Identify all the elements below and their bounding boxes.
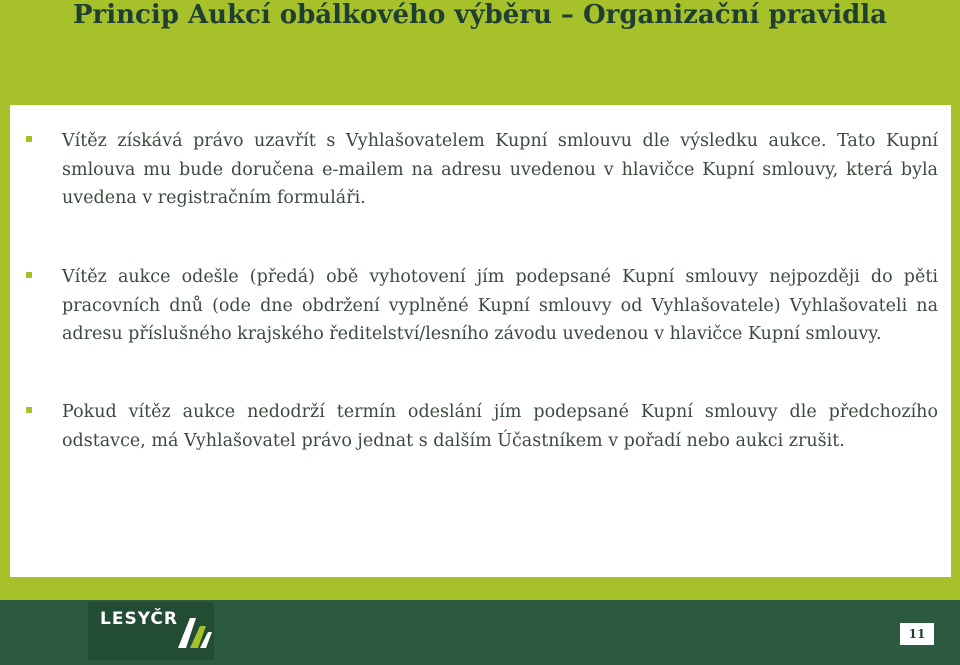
title-bar bbox=[0, 0, 960, 105]
bullet-square-icon bbox=[26, 407, 32, 413]
bullet-text: Vítěz získává právo uzavřít s Vyhlašovatelem Kupní smlouvu dle výsledku aukce. Tato Kupní smlouva mu bude doručena e-mailem na adresu uvedenou v hlavičce Kupní smlouvy, která byla uvedena v registračním formuláři. bbox=[62, 131, 938, 208]
bullet-item bbox=[26, 263, 938, 349]
slide-title: Princip Aukcí obálkového výběru – Organizační pravidla bbox=[72, 0, 888, 30]
logo-tree-icon bbox=[178, 614, 212, 648]
content-panel bbox=[10, 105, 951, 577]
bullet-text: Vítěz aukce odešle (předá) obě vyhotovení jím podepsané Kupní smlouvy nejpozději do pěti pracovních dnů (ode dne obdržení vyplněné Kupní smlouvy od Vyhlašovatele) Vyhlašovateli na adresu příslušného krajského ředitelství/lesního závodu uvedenou v hlavičce Kupní smlouvy. bbox=[62, 267, 938, 344]
logo-text: LESYČR bbox=[100, 609, 178, 629]
page-number: 11 bbox=[900, 623, 934, 645]
bullet-square-icon bbox=[26, 136, 32, 142]
bullet-text: Pokud vítěz aukce nedodrží termín odeslání jím podepsané Kupní smlouvy dle předchozího odstavce, má Vyhlašovatel právo jednat s dalším Účastníkem v pořadí nebo aukci zrušit. bbox=[62, 402, 938, 451]
bullet-item bbox=[26, 398, 938, 455]
bullet-item bbox=[26, 127, 938, 213]
bullet-square-icon bbox=[26, 272, 32, 278]
